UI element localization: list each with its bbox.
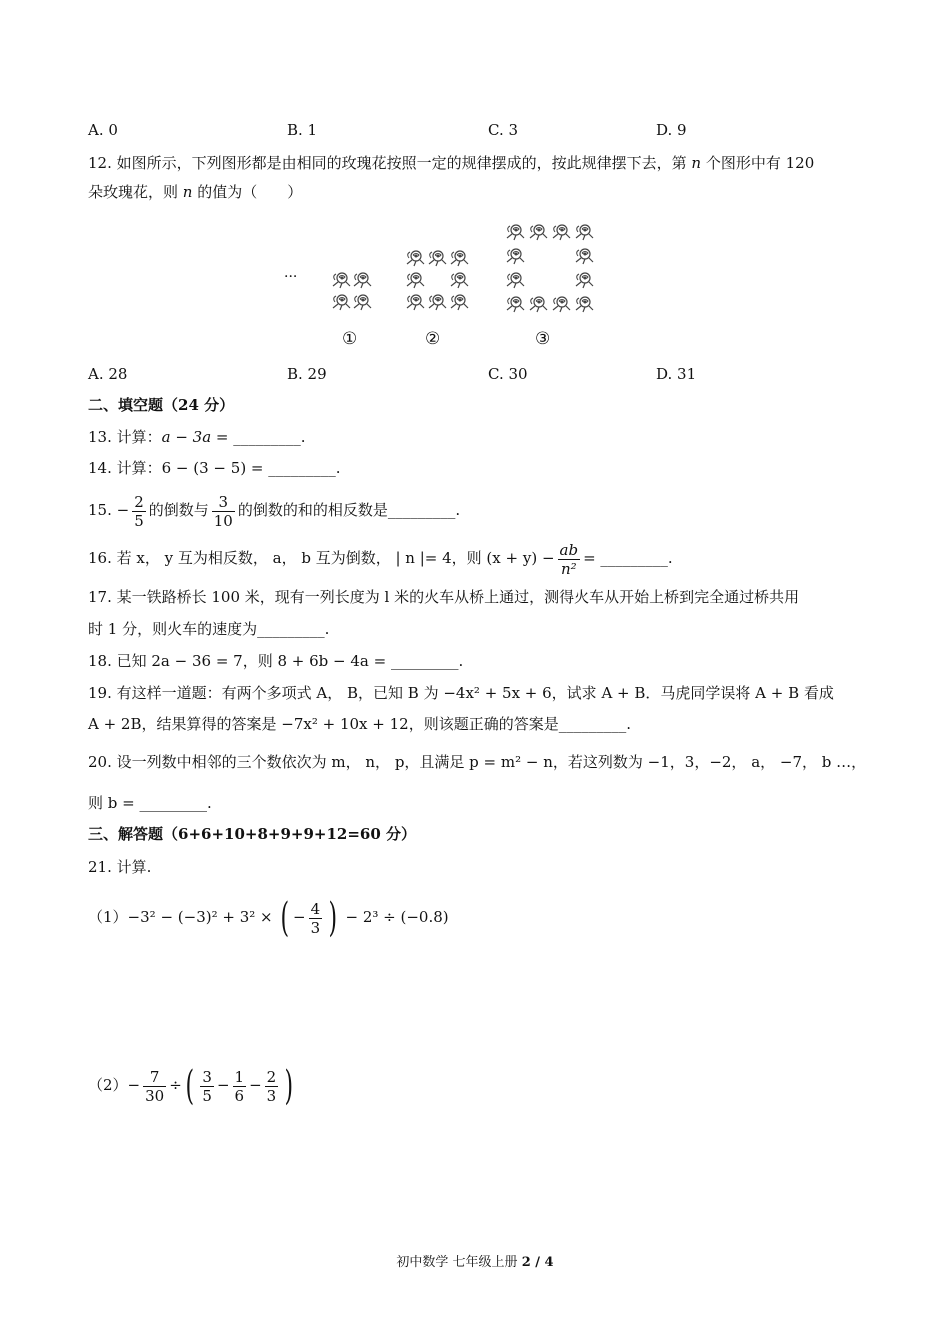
q12-line2: 朵玫瑰花，则 n 的值为（ ） (88, 183, 303, 201)
q11-option-d: D. 9 (656, 121, 687, 139)
q17-line1: 17. 某一铁路桥长 100 米，现有一列长度为 l 米的火车从桥上通过，测得火车从开始上桥到完全通过桥共用 (88, 588, 800, 606)
q12-option-c: C. 30 (488, 365, 528, 383)
q19-line1: 19. 有这样一道题：有两个多项式 A， B，已知 B 为 −4x² + 5x + 6，试求 A + B．马虎同学误将 A + B 看成 (88, 684, 834, 702)
page-number: 2 / 4 (521, 1255, 554, 1270)
page-footer: 初中数学 七年级上册 2 / 4 (396, 1255, 554, 1270)
q21-part2: （2）− $\frac{7}{30}$ ÷( $\frac{3}{5}$ − $\frac{1}{6}$ − $\frac{2}{3}$ ) (88, 1063, 294, 1109)
q21-part1: （1）−3² − (−3)² + 3² × ( − $\frac{4}{3}$ ) − 2³ ÷ (−0.8) (88, 895, 449, 941)
q11-option-b: B. 1 (287, 121, 318, 139)
q12-option-a: A. 28 (88, 365, 128, 383)
q21-title: 21. 计算. (88, 858, 152, 876)
q12-line1: 12. 如图所示，下列图形都是由相同的玫瑰花按照一定的规律摆成的，按此规律摆下去，第 n 个图形中有 120 (88, 154, 815, 172)
rose-pattern-figure (320, 214, 630, 354)
q11-option-a: A. 0 (88, 121, 118, 139)
q13: 13. 计算：a − 3a = _________. (88, 428, 306, 446)
q12-option-d: D. 31 (656, 365, 697, 383)
q18: 18. 已知 2a − 36 = 7，则 8 + 6b − 4a = _________. (88, 652, 464, 670)
q11-option-c: C. 3 (488, 121, 519, 139)
figure-ellipsis: ··· (284, 269, 298, 285)
figure-label-2: ② (425, 329, 441, 349)
q14: 14. 计算：6 − (3 − 5) = _________. (88, 459, 341, 477)
q12-option-b: B. 29 (287, 365, 327, 383)
section-3-heading: 三、解答题（6+6+10+8+9+9+12=60 分） (88, 825, 417, 843)
figure-label-3: ③ (535, 329, 551, 349)
section-2-heading: 二、填空题（24 分） (88, 396, 235, 414)
q20-line2: 则 b = _________. (88, 794, 212, 812)
q17-line2: 时 1 分，则火车的速度为_________. (88, 620, 330, 638)
q19-line2: A + 2B，结果算得的答案是 −7x² + 10x + 12，则该题正确的答案是_________. (88, 715, 631, 733)
q16: 16. 若 x， y 互为相反数， a， b 互为倒数， | n |= 4，则 (x + y) − $\frac{ab}{\text{n²}}$ = _________. (88, 540, 673, 578)
q20-line1: 20. 设一列数中相邻的三个数依次为 m， n， p，且满足 p = m² − n，若这列数为 −1，3，−2， a， −7， b …， (88, 753, 867, 771)
figure-label-1: ① (342, 329, 358, 349)
q15: 15. − $\frac{2}{5}$ 的倒数与 $\frac{3}{10}$ 的倒数的和的相反数是_________. (88, 492, 461, 530)
